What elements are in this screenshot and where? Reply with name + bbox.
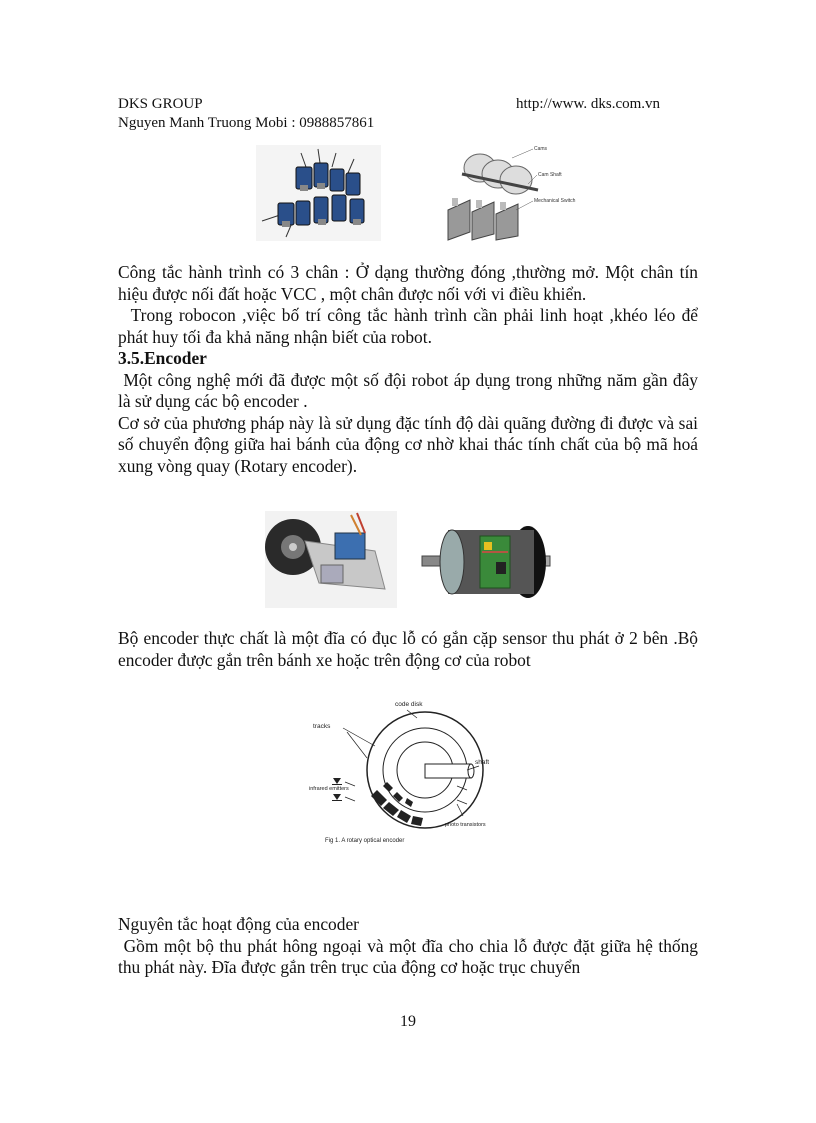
encoder-intro: Một công nghệ mới đã được một số đội robot áp dụng trong những năm gần đây là sử dụng các bộ encoder .: [118, 369, 703, 411]
cam-shaft-label: Cam Shaft: [538, 172, 562, 178]
cams-label: Cams: [534, 146, 548, 152]
code-disk-label: code disk: [395, 701, 423, 708]
limit-switch-description: Công tắc hành trình có 3 chân : Ở dạng thường đóng ,thường mở. Một chân tín hiệu được nối đất hoặc VCC , một chân được nối với vi điều khiển.: [118, 262, 698, 304]
photo-transistors-label: photo transistors: [445, 822, 486, 828]
limit-switches-image: [256, 145, 381, 241]
limit-switch-paragraphs: [118, 262, 703, 477]
encoder-description-block: [118, 628, 698, 671]
figure-caption: Fig 1. A rotary optical encoder: [325, 838, 405, 844]
rotary-encoder-photo: [422, 522, 550, 602]
encoder-basis: Cơ sở của phương pháp này là sử dụng đặc tính độ dài quãng đường đi được và sai số chuyển động giữa hai bánh của động cơ nhờ khai thác tính chất của bộ mã hoá xung vòng quay (Rotary encoder).: [118, 412, 698, 476]
shaft-label: shaft: [475, 759, 490, 766]
encoder-description: Bộ encoder thực chất là một đĩa có đục lỗ có gắn cặp sensor thu phát ở 2 bên .Bộ encoder được gắn trên bánh xe hoặc trên động cơ của robot: [118, 628, 698, 670]
mechanical-switch-label: Mechanical Switch: [534, 198, 576, 204]
wheel-encoder-image: [265, 511, 397, 608]
encoder-heading: 3.5.Encoder: [118, 348, 207, 368]
cam-switch-diagram: [442, 140, 576, 242]
header-company: DKS GROUP: [118, 96, 203, 112]
encoder-principle-title: Nguyên tắc hoạt động của encoder: [118, 914, 359, 934]
tracks-label: tracks: [313, 723, 331, 730]
header-contact: Nguyen Manh Truong Mobi : 0988857861: [118, 115, 375, 131]
optical-encoder-diagram: [307, 690, 505, 852]
encoder-principle-block: [118, 914, 703, 979]
infrared-emitters-label: infrared emitters: [309, 786, 349, 792]
header-url: http://www. dks.com.vn: [516, 96, 661, 112]
page-number: 19: [400, 1013, 416, 1030]
robocon-paragraph: Trong robocon ,việc bố trí công tắc hành trình cần phải linh hoạt ,khéo léo để phát huy tối đa khả năng nhận biết của robot.: [118, 305, 703, 347]
encoder-principle-text: Gồm một bộ thu phát hông ngoại và một đĩa cho chia lỗ được đặt giữa hệ thống thu phát này. Đĩa được gắn trên trục của động cơ hoặc trục chuyển: [118, 935, 703, 977]
